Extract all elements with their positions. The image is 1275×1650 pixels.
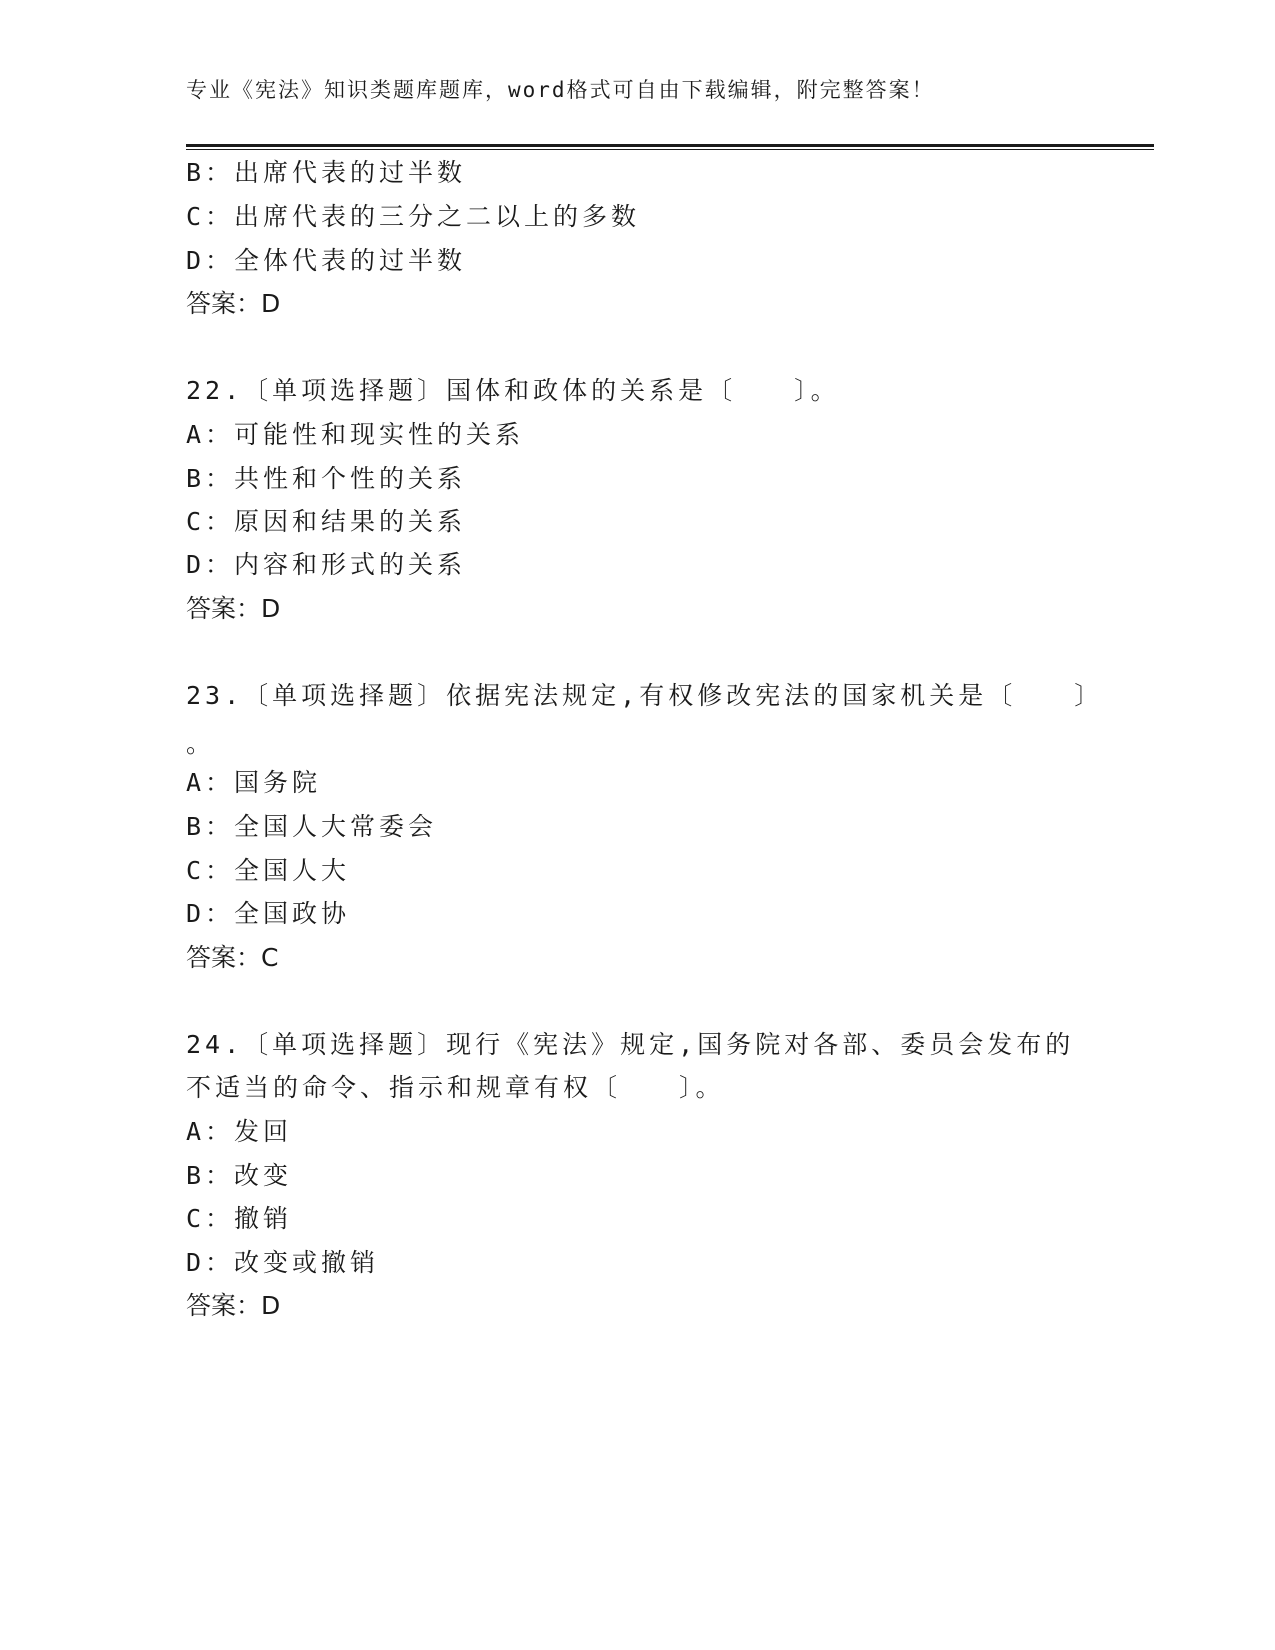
option-d: D：改变或撤销 [186, 1248, 380, 1277]
option-c: C：出席代表的三分之二以上的多数 [186, 202, 641, 231]
answer-label: 答案：D [186, 594, 281, 623]
answer-label: 答案：D [186, 1291, 281, 1320]
question-stem: 22.〔单项选择题〕国体和政体的关系是〔 〕。 [186, 376, 840, 405]
header-title: 专业《宪法》知识类题库题库，word格式可自由下载编辑，附完整答案！ [186, 78, 935, 102]
option-b: B：改变 [186, 1161, 293, 1190]
option-a: A：发回 [186, 1117, 293, 1146]
option-b: B：出席代表的过半数 [186, 158, 467, 187]
option-c: C：原因和结果的关系 [186, 507, 467, 536]
option-b: B：全国人大常委会 [186, 812, 438, 841]
header-divider [186, 144, 1154, 151]
option-d: D：全国政协 [186, 899, 351, 928]
option-c: C：撤销 [186, 1204, 293, 1233]
question-stem-line2: 。 [186, 729, 216, 758]
option-a: A：可能性和现实性的关系 [186, 420, 525, 449]
option-b: B：共性和个性的关系 [186, 464, 467, 493]
option-c: C：全国人大 [186, 856, 351, 885]
question-stem-line1: 23.〔单项选择题〕依据宪法规定,有权修改宪法的国家机关是〔 〕 [186, 681, 1104, 710]
answer-label: 答案：D [186, 289, 281, 318]
question-stem-line2: 不适当的命令、指示和规章有权〔 〕。 [186, 1073, 725, 1102]
answer-label: 答案：C [186, 943, 279, 972]
option-d: D：内容和形式的关系 [186, 550, 467, 579]
option-a: A：国务院 [186, 768, 322, 797]
question-stem-line1: 24.〔单项选择题〕现行《宪法》规定,国务院对各部、委员会发布的 [186, 1030, 1075, 1059]
option-d: D：全体代表的过半数 [186, 246, 467, 275]
